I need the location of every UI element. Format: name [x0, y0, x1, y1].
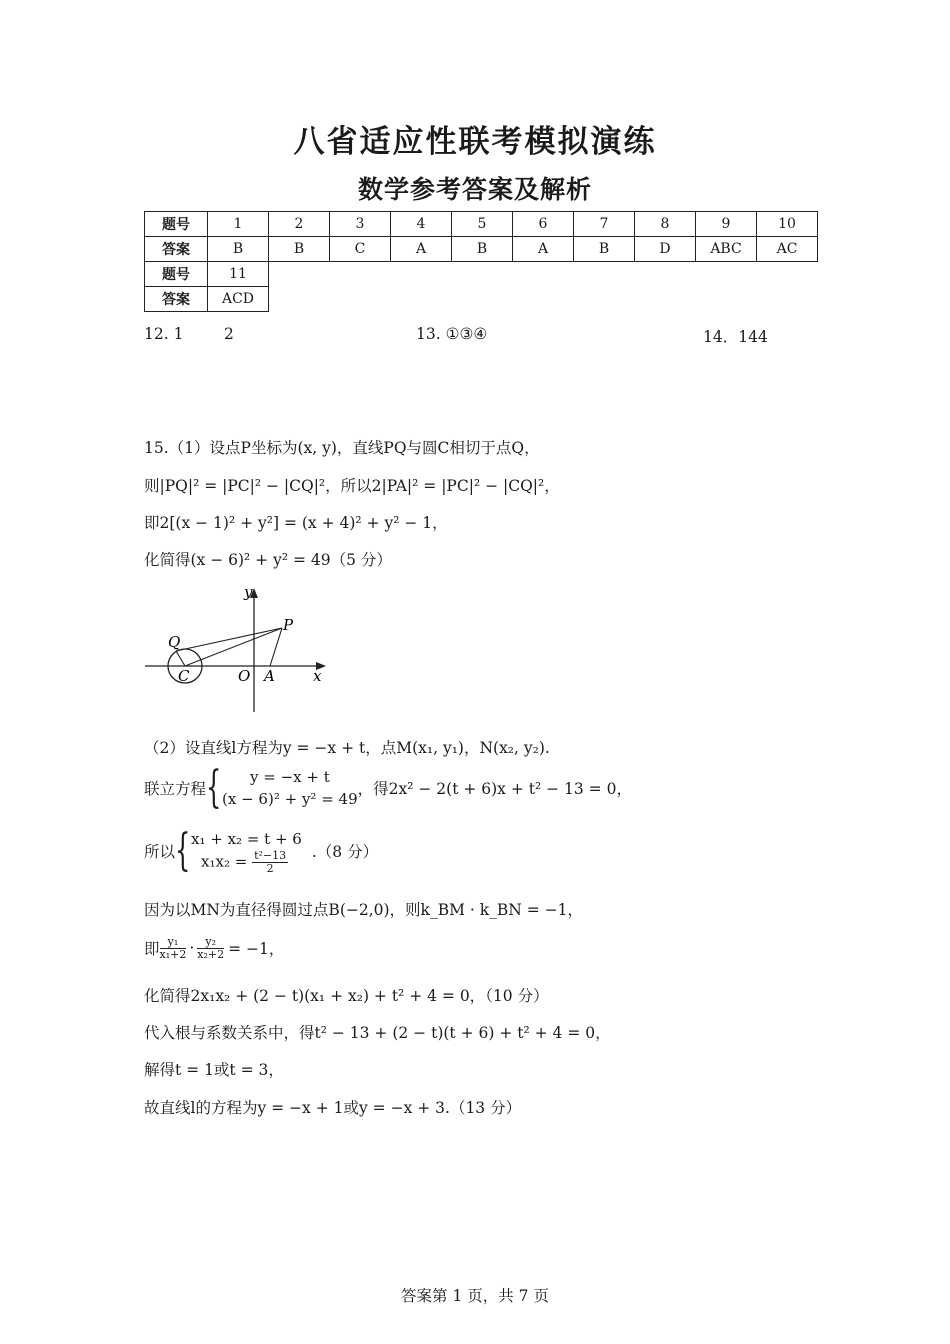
radius-cq — [176, 651, 185, 666]
solution-line-1: 15.（1）设点P坐标为(x, y)，直线PQ与圆C相切于点Q， — [144, 439, 540, 457]
vieta-product — [191, 850, 302, 875]
solution-line-4: 化简得(x − 6)² + y² = 49（5 分） — [144, 551, 392, 569]
fraction-denominator: x₁+2 — [159, 947, 187, 961]
segment-pa — [270, 628, 282, 666]
origin-label: O — [238, 667, 251, 685]
vieta-fraction — [252, 850, 288, 875]
vieta-prefix: 所以 — [144, 843, 176, 861]
point-p-label: P — [283, 616, 294, 634]
table-cell: 5 — [452, 212, 513, 237]
solution-line-9 — [144, 930, 284, 966]
fraction-denominator: x₂+2 — [197, 947, 225, 961]
q12-value: 2 — [224, 325, 234, 343]
table-cell: C — [330, 237, 391, 262]
solution-line-2: 则|PQ|² = |PC|² − |CQ|²，所以2|PA|² = |PC|² − |CQ|²， — [144, 477, 560, 495]
slope-fraction-1 — [160, 936, 187, 961]
table-row-answers-2 — [145, 287, 818, 312]
solution-line-13: 故直线l的方程为y = −x + 1或y = −x + 3.（13 分） — [144, 1099, 522, 1117]
page-subtitle: 数学参考答案及解析 — [357, 175, 592, 204]
table-cell: A — [391, 237, 452, 262]
table-cell: 3 — [330, 212, 391, 237]
table-cell: D — [635, 237, 696, 262]
fraction-denominator: 2 — [266, 861, 274, 875]
table-cell: 2 — [269, 212, 330, 237]
row-label-number: 题号 — [145, 262, 208, 287]
row-label-answer: 答案 — [145, 287, 208, 312]
multiply-dot: · — [189, 939, 195, 957]
solution-line-12: 解得t = 1或t = 3， — [144, 1061, 284, 1079]
table-cell: 8 — [635, 212, 696, 237]
solution-line-7 — [144, 824, 378, 878]
q14-answer: 14．144 — [703, 328, 768, 346]
table-row-numbers — [145, 212, 818, 237]
vieta-product-left: x₁x₂ = — [201, 852, 248, 870]
solution-line-3: 即2[(x − 1)² + y²] = (x + 4)² + y² − 1， — [144, 514, 448, 532]
table-cell: 4 — [391, 212, 452, 237]
solution-line-6 — [144, 764, 632, 812]
table-cell: B — [452, 237, 513, 262]
left-brace-icon: { — [206, 762, 222, 813]
table-cell: 6 — [513, 212, 574, 237]
vieta-score: .（8 分） — [311, 843, 379, 861]
table-cell: 10 — [757, 212, 818, 237]
fraction-numerator: y₂ — [197, 936, 224, 949]
slope-prefix: 即 — [144, 940, 160, 958]
system-prefix: 联立方程 — [144, 780, 207, 798]
table-row-numbers-2 — [145, 262, 818, 287]
slope-fraction-2 — [197, 936, 224, 961]
table-cell: B — [269, 237, 330, 262]
solution-line-8: 因为以MN为直径得圆过点B(−2,0)，则k_BM · k_BN = −1， — [144, 901, 584, 919]
answer-table — [144, 211, 818, 312]
table-cell: ACD — [208, 287, 269, 312]
x-label: x — [313, 667, 322, 685]
left-brace-icon: { — [175, 825, 191, 876]
vieta-sum: x₁ + x₂ = t + 6 — [191, 829, 302, 848]
row-label-answer: 答案 — [145, 237, 208, 262]
table-cell: 11 — [208, 262, 269, 287]
fraction-numerator: t²−13 — [254, 848, 287, 862]
point-q-label: Q — [168, 633, 181, 651]
y-label: y — [244, 583, 253, 601]
table-cell: B — [574, 237, 635, 262]
solution-line-5: （2）设直线l方程为y = −x + t，点M(x₁, y₁)，N(x₂, y₂). — [144, 739, 550, 757]
fraction-numerator: y₁ — [160, 936, 187, 949]
row-label-number: 题号 — [145, 212, 208, 237]
circle-tangent-figure — [140, 582, 340, 718]
q12-label: 12. 1 — [144, 325, 184, 343]
page-title: 八省适应性联考模拟演练 — [293, 124, 657, 160]
table-cell: 7 — [574, 212, 635, 237]
point-a-label: A — [264, 667, 275, 685]
table-row-answers — [145, 237, 818, 262]
table-cell: 9 — [696, 212, 757, 237]
table-cell: 1 — [208, 212, 269, 237]
vieta-system — [191, 828, 302, 875]
system-equation-2: (x − 6)² + y² = 49 — [222, 790, 358, 808]
slope-result: = −1， — [228, 940, 285, 958]
table-cell: ABC — [696, 237, 757, 262]
point-c-label: C — [178, 667, 190, 685]
system-result: ，得2x² − 2(t + 6)x + t² − 13 = 0， — [357, 780, 632, 798]
equation-system — [222, 766, 358, 810]
page-footer: 答案第 1 页，共 7 页 — [401, 1287, 549, 1305]
tangent-pq — [176, 628, 282, 651]
solution-line-10: 化简得2x₁x₂ + (2 − t)(x₁ + x₂) + t² + 4 = 0，（10 分） — [144, 987, 549, 1005]
table-cell: AC — [757, 237, 818, 262]
table-cell: B — [208, 237, 269, 262]
table-cell: A — [513, 237, 574, 262]
solution-line-11: 代入根与系数关系中，得t² − 13 + (2 − t)(t + 6) + t² + 4 = 0， — [144, 1024, 611, 1042]
q13-answer: 13. ①③④ — [416, 325, 488, 343]
system-equation-1: y = −x + t — [250, 768, 330, 786]
segment-pc — [185, 628, 282, 666]
